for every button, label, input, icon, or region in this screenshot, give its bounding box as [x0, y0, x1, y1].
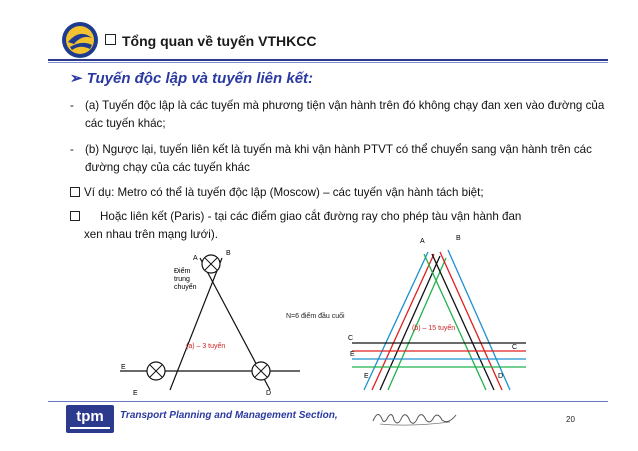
label-e: E — [350, 351, 355, 358]
label-e-left: E — [121, 364, 126, 371]
bullet-example-paris: Hoặc liên kết (Paris) - tại các điểm giao cắt đường ray cho phép tàu vận hành đan xen nhau trên mạng lưới). — [70, 208, 615, 244]
label-a: A — [193, 255, 198, 262]
checkbox-bullet-icon — [70, 187, 80, 197]
route-blue-right — [448, 250, 510, 390]
university-logo — [60, 20, 100, 60]
signature-image — [370, 405, 460, 429]
section-heading: ➢ Tuyến độc lập và tuyến liên kết: — [70, 70, 314, 87]
caption-b: (b) – 15 tuyến — [412, 325, 456, 332]
route-red-left — [372, 254, 434, 390]
route-black-right — [432, 254, 494, 390]
title-divider-thin — [48, 62, 608, 63]
route-green-left — [388, 258, 446, 390]
route-black-left — [380, 256, 440, 390]
route-red-right — [440, 252, 502, 390]
paragraph-a: - (a) Tuyến độc lập là các tuyến mà phương tiện vận hành trên đó không chạy đan xen vào đường của các tuyến khác; — [70, 99, 605, 130]
label-a: A — [420, 238, 425, 245]
transfer-label-2: trung — [174, 276, 190, 283]
transfer-point-top — [202, 255, 220, 273]
diagram-independent-routes — [110, 240, 310, 400]
bullet-example-metro: Ví dụ: Metro có thể là tuyến độc lập (Moscow) – các tuyến vận hành tách biệt; — [70, 184, 615, 202]
dash-bullet: - — [70, 143, 74, 156]
arrow-bullet-icon: ➢ — [70, 70, 83, 87]
transfer-point-left — [147, 362, 165, 380]
label-e-low: E — [364, 373, 369, 380]
slide-title: Tổng quan về tuyến VTHKCC — [105, 33, 316, 49]
label-c-top: C — [348, 335, 354, 342]
label-b: B — [226, 250, 231, 257]
checkbox-bullet-icon — [70, 211, 80, 221]
transfer-point-right — [252, 362, 270, 380]
svg-text:N=6 điểm đầu cuối: N=6 điểm đầu cuối — [286, 313, 345, 320]
route-green-right — [424, 254, 486, 390]
label-e-bottom: E — [133, 390, 138, 397]
paragraph-b: - (b) Ngược lại, tuyến liên kết là tuyến mà khi vận hành PTVT có thể chuyển sang vận hành trên các đường chạy của các tuyến khác — [70, 143, 592, 174]
label-c-right: C — [512, 344, 518, 351]
label-d: D — [498, 373, 504, 380]
label-d: D — [266, 390, 272, 397]
transfer-label-3: chuyển — [174, 284, 197, 291]
dash-bullet: - — [70, 99, 74, 112]
title-divider — [48, 59, 608, 61]
footer-section-name: Transport Planning and Management Section, — [120, 410, 338, 421]
diagram-linked-routes — [340, 230, 530, 400]
caption-a: (a) – 3 tuyến — [186, 343, 226, 350]
page-number: 20 — [566, 415, 575, 424]
tpm-logo: tpm — [66, 405, 114, 433]
checkbox-bullet-icon — [105, 34, 116, 45]
footer-divider — [48, 401, 608, 402]
label-b: B — [456, 235, 461, 242]
transfer-label-1: Điểm — [174, 268, 191, 275]
